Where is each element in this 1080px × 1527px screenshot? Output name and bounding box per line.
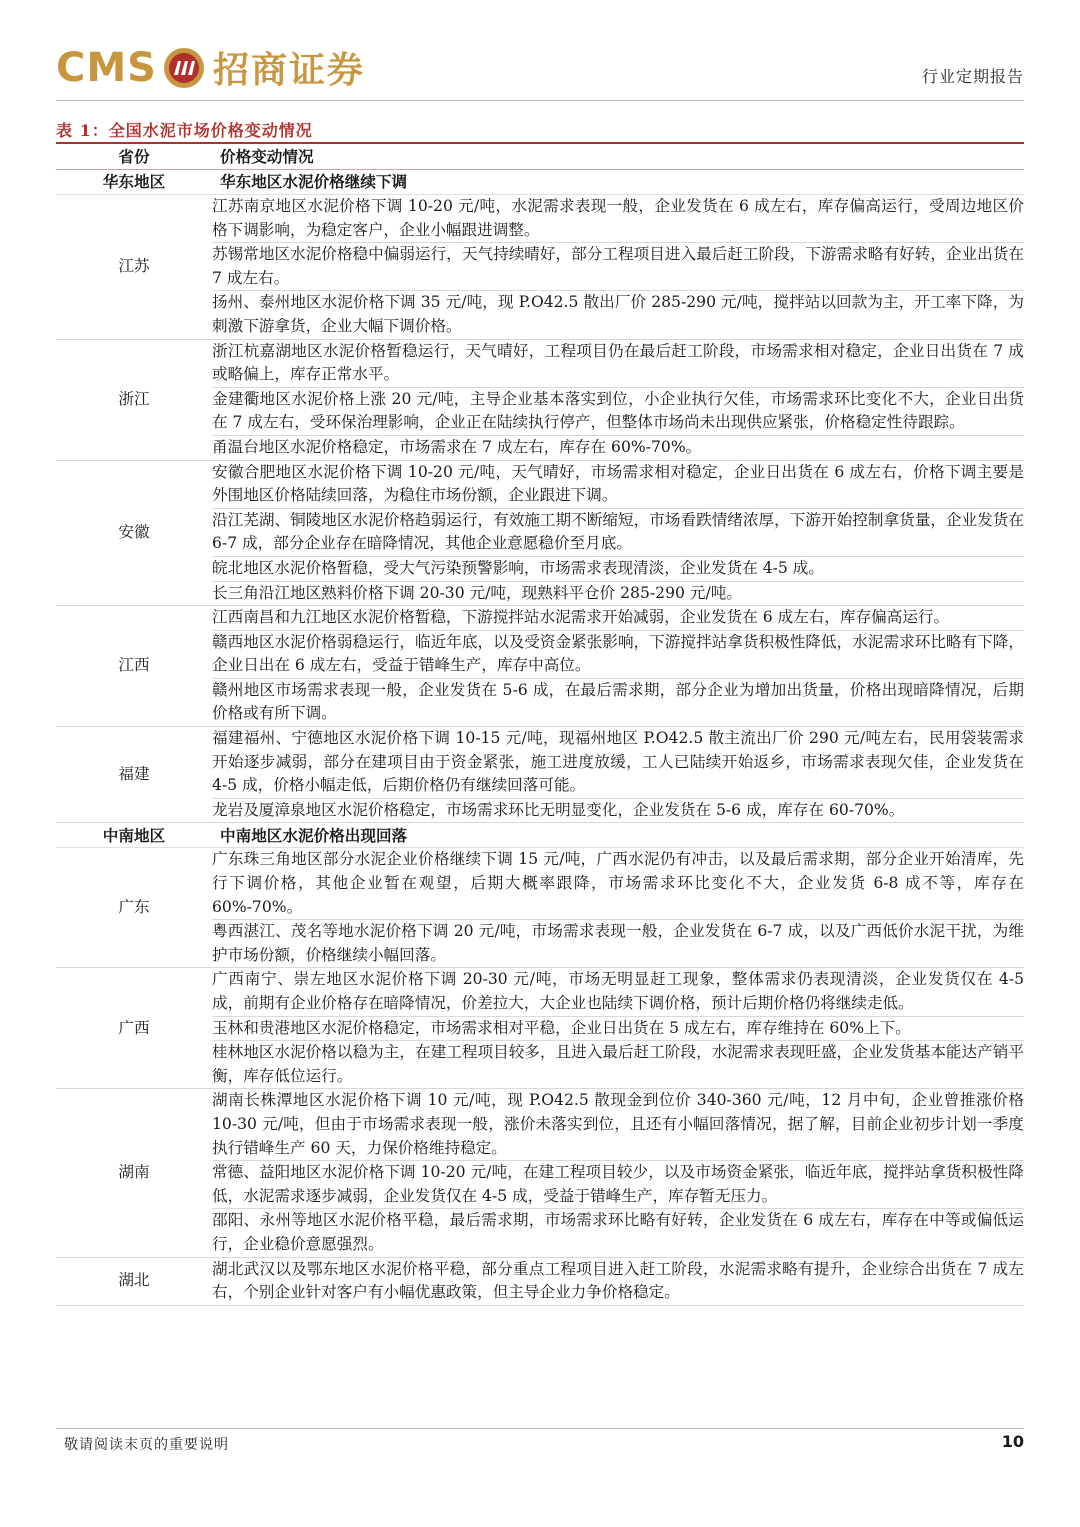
region-title: 中南地区水泥价格出现回落 [212, 823, 1024, 848]
price-change-description: 广西南宁、崇左地区水泥价格下调 20-30 元/吨，市场无明显赶工现象，整体需求仍表现清淡，企业发货仅在 4-5 成，前期有企业价格存在暗降情况，价差拉大，大企业也陆续下调价格，预计后期价格仍将继续走低。 [212, 968, 1024, 1016]
company-logo [56, 42, 365, 93]
province-name: 安徽 [56, 460, 212, 606]
logo-latin: CMS [56, 44, 157, 91]
price-change-description: 赣西地区水泥价格弱稳运行，临近年底，以及受资金紧张影响，下游搅拌站拿货积极性降低，水泥需求环比略有下降，企业日出在 6 成左右，受益于错峰生产，库存中高位。 [212, 630, 1024, 678]
province-name: 湖北 [56, 1257, 212, 1305]
price-change-description: 龙岩及厦漳泉地区水泥价格稳定，市场需求环比无明显变化，企业发货在 5-6 成，库存在 60-70%。 [212, 798, 1024, 823]
logo-chinese: 招商证券 [212, 50, 365, 91]
price-change-description: 福建福州、宁德地区水泥价格下调 10-15 元/吨，现福州地区 P.O42.5 散主流出厂价 290 元/吨左右，民用袋装需求开始逐步减弱，部分在建项目由于资金紧张，施工进度放缓，工人已陆续开始返乡，市场需求表现欠佳，企业发货在 4-5 成，价格小幅走低，后期价格仍有继续回落可能。 [212, 727, 1024, 799]
region-title: 华东地区水泥价格继续下调 [212, 170, 1024, 195]
table-row [56, 848, 1024, 920]
page-number: 10 [1001, 1432, 1024, 1451]
province-name: 浙江 [56, 339, 212, 460]
price-change-description: 扬州、泰州地区水泥价格下调 35 元/吨，现 P.O42.5 散出厂价 285-290 元/吨，搅拌站以回款为主，开工率下降，为刺激下游拿货，企业大幅下调价格。 [212, 291, 1024, 339]
price-change-description: 皖北地区水泥价格暂稳，受大气污染预警影响，市场需求表现清淡，企业发货在 4-5 成。 [212, 556, 1024, 581]
price-change-description: 玉林和贵港地区水泥价格稳定，市场需求相对平稳，企业日出货在 5 成左右，库存维持在 60%上下。 [212, 1016, 1024, 1041]
region-name: 华东地区 [56, 170, 212, 195]
province-name: 江西 [56, 606, 212, 727]
table-row [56, 606, 1024, 631]
table-row [56, 1089, 1024, 1161]
price-change-description: 安徽合肥地区水泥价格下调 10-20 元/吨，天气晴好，市场需求相对稳定，企业日出货在 6 成左右，价格下调主要是外围地区价格陆续回落，为稳住市场份额，企业跟进下调。 [212, 460, 1024, 508]
region-row [56, 170, 1024, 195]
footer-disclaimer: 敬请阅读末页的重要说明 [64, 1437, 229, 1453]
province-name: 湖南 [56, 1089, 212, 1257]
price-change-description: 湖南长株潭地区水泥价格下调 10 元/吨，现 P.O42.5 散现金到位价 340-360 元/吨，12 月中旬，企业曾推涨价格 10-30 元/吨，但由于市场需求表现一般，涨价未落实到位，且还有小幅回落情况，据了解，目前企业初步计划一季度执行错峰生产 60 天，力保价格维持稳定。 [212, 1089, 1024, 1161]
table-row [56, 968, 1024, 1016]
province-name: 江苏 [56, 195, 212, 340]
footer-divider [56, 1428, 1024, 1429]
price-change-description: 广东珠三角地区部分水泥企业价格继续下调 15 元/吨，广西水泥仍有冲击，以及最后需求期，部分企业开始清库，先行下调价格，其他企业暂在观望，后期大概率跟降，市场需求环比变化不大，企业发货 6-8 成不等，库存在 60%-70%。 [212, 848, 1024, 920]
province-name: 广西 [56, 968, 212, 1089]
table-row [56, 1257, 1024, 1305]
cms-emblem-icon [163, 47, 205, 89]
header-province: 省份 [56, 143, 212, 170]
price-change-description: 湖北武汉以及鄂东地区水泥价格平稳，部分重点工程项目进入赶工阶段，水泥需求略有提升，企业综合出货在 7 成左右，个别企业针对客户有小幅优惠政策，但主导企业力争价格稳定。 [212, 1257, 1024, 1305]
price-change-description: 苏锡常地区水泥价格稳中偏弱运行，天气持续晴好，部分工程项目进入最后赶工阶段，下游需求略有好转，企业出货在 7 成左右。 [212, 243, 1024, 291]
region-row [56, 823, 1024, 848]
region-name: 中南地区 [56, 823, 212, 848]
price-change-description: 江苏南京地区水泥价格下调 10-20 元/吨，水泥需求表现一般，企业发货在 6 成左右，库存偏高运行，受周边地区价格下调影响，为稳定客户，企业小幅跟进调整。 [212, 195, 1024, 243]
table-row [56, 727, 1024, 799]
table-header-row [56, 143, 1024, 170]
price-change-description: 甬温台地区水泥价格稳定，市场需求在 7 成左右，库存在 60%-70%。 [212, 435, 1024, 460]
province-name: 福建 [56, 727, 212, 823]
price-change-description: 邵阳、永州等地区水泥价格平稳，最后需求期，市场需求环比略有好转，企业发货在 6 成左右，库存在中等或偏低运行，企业稳价意愿强烈。 [212, 1209, 1024, 1257]
price-change-description: 沿江芜湖、铜陵地区水泥价格趋弱运行，有效施工期不断缩短，市场看跌情绪浓厚，下游开始控制拿货量，企业发货在 6-7 成，部分企业存在暗降情况，其他企业意愿稳价至月底。 [212, 508, 1024, 556]
price-change-description: 长三角沿江地区熟料价格下调 20-30 元/吨，现熟料平仓价 285-290 元/吨。 [212, 581, 1024, 606]
price-change-description: 江西南昌和九江地区水泥价格暂稳，下游搅拌站水泥需求开始减弱，企业发货在 6 成左右，库存偏高运行。 [212, 606, 1024, 631]
report-type-label: 行业定期报告 [921, 67, 1024, 86]
price-change-description: 金建衢地区水泥价格上涨 20 元/吨，主导企业基本落实到位，小企业执行欠佳，市场需求环比变化不大，企业日出货在 7 成左右，受环保治理影响，企业正在陆续执行停产，但整体市场尚未出现供应紧张，价格稳定性待跟踪。 [212, 387, 1024, 435]
price-change-description: 粤西湛江、茂名等地水泥价格下调 20 元/吨，市场需求表现一般，企业发货在 6-7 成，以及广西低价水泥干扰，为维护市场份额，价格继续小幅回落。 [212, 920, 1024, 968]
price-change-description: 常德、益阳地区水泥价格下调 10-20 元/吨，在建工程项目较少，以及市场资金紧张，临近年底，搅拌站拿货积极性降低，水泥需求逐步减弱，企业发货仅在 4-5 成，受益于错峰生产，库存暂无压力。 [212, 1161, 1024, 1209]
province-name: 广东 [56, 848, 212, 968]
price-change-description: 桂林地区水泥价格以稳为主，在建工程项目较多，且进入最后赶工阶段，水泥需求表现旺盛，企业发货基本能达产销平衡，库存低位运行。 [212, 1041, 1024, 1089]
header-divider [56, 100, 1024, 101]
table-caption: 表 1：全国水泥市场价格变动情况 [56, 121, 313, 140]
table-row [56, 460, 1024, 508]
price-change-description: 赣州地区市场需求表现一般，企业发货在 5-6 成，在最后需求期，部分企业为增加出货量，价格出现暗降情况，后期价格或有所下调。 [212, 678, 1024, 726]
page-header [56, 36, 1024, 96]
price-change-table [56, 142, 1024, 1306]
table-row [56, 195, 1024, 243]
price-change-description: 浙江杭嘉湖地区水泥价格暂稳运行，天气晴好，工程项目仍在最后赶工阶段，市场需求相对稳定，企业日出货在 7 成或略偏上，库存正常水平。 [212, 339, 1024, 387]
table-row [56, 339, 1024, 387]
header-price-change: 价格变动情况 [212, 143, 1024, 170]
